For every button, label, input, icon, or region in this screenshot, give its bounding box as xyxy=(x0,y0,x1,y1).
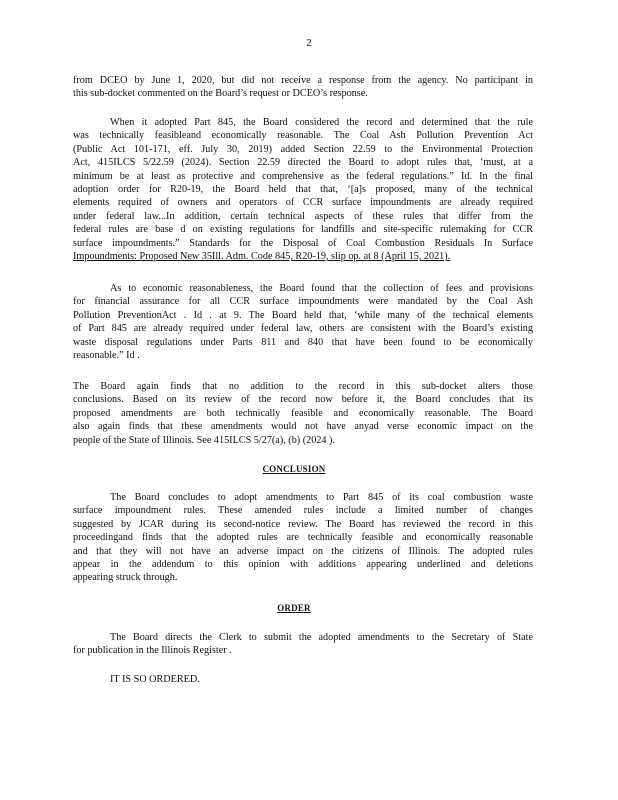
text-line: for publication in the Illinois Register . xyxy=(73,645,232,657)
text-line: Act, 415ILCS 5/22.59 (2024). Section 22.59 directed the Board to adopt rules that, ‘must, at a xyxy=(73,157,533,169)
heading-order-text: ORDER xyxy=(277,603,311,613)
text-line: appearing struck through. xyxy=(73,572,178,584)
text-line: appear in the addendum to this opinion with additions appearing underlined and deletions xyxy=(73,559,533,571)
text-line: The Board concludes to adopt amendments to Part 845 of its coal combustion waste xyxy=(110,492,533,503)
text-line: The Board directs the Clerk to submit the adopted amendments to the Secretary of State xyxy=(110,632,533,643)
paragraph-technical-feasibility xyxy=(73,116,533,263)
text-line: also again finds that these amendments would not have anyad verse economic impact on the xyxy=(73,421,533,433)
text-line: (Public Act 101-171, eff. July 30, 2019) added Section 22.59 to the Environmental Protection xyxy=(73,143,533,155)
text-line: under federal law...In addition, certain technical aspects of these rules that differ from the xyxy=(73,210,533,222)
text-line: federal rules are base d on existing regulations for landfills and site-specific rulemaking for CCR xyxy=(73,224,533,236)
heading-order xyxy=(0,603,618,613)
text-line: reasonable.” Id . xyxy=(73,350,140,362)
paragraph-conclusion xyxy=(73,491,533,585)
closing-text: IT IS SO ORDERED. xyxy=(110,674,200,685)
paragraph-economic-reasonableness xyxy=(73,282,533,362)
text-line: When it adopted Part 845, the Board considered the record and determined that the rule xyxy=(110,117,533,128)
text-line: waste disposal regulations under Parts 811 and 840 that have been found to be economically xyxy=(73,336,533,348)
text-line: surface impoundments.” Standards for the Disposal of Coal Combustion Residuals In Surface xyxy=(73,237,533,249)
text-line: suggested by JCAR during its second-notice review. The Board has reviewed the record in this xyxy=(73,518,533,530)
text-line: people of the State of Illinois. See 415ILCS 5/27(a), (b) (2024 ). xyxy=(73,434,335,446)
text-line: The Board again finds that no addition to the record in this sub-docket alters those xyxy=(73,381,533,392)
closing-statement xyxy=(73,673,533,686)
text-line: and that they will not have an adverse impact on the citizens of Illinois. The adopted rules xyxy=(73,545,533,557)
paragraph-board-findings xyxy=(73,380,533,447)
text-line: surface impoundment rules. These amended rules include a limited number of changes xyxy=(73,505,533,517)
text-line: for financial assurance for all CCR surface impoundments were mandated by the Coal Ash xyxy=(73,296,533,308)
text-line: As to economic reasonableness, the Board found that the collection of fees and provisions xyxy=(110,283,533,294)
text-line: proposed amendments are both technically feasible and economically reasonable. The Board xyxy=(73,407,533,419)
paragraph-dceo-response xyxy=(73,74,533,101)
heading-conclusion xyxy=(0,464,618,474)
text-line: Pollution PreventionAct . Id . at 9. The Board held that, ‘while many of the technical elements xyxy=(73,309,533,321)
text-line: minimum be at least as protective and comprehensive as the federal regulations.” Id. In the final xyxy=(73,170,533,182)
page-number: 2 xyxy=(306,37,312,49)
text-line: elements required of owners and operators of CCR surface impoundments are already required xyxy=(73,197,533,209)
paragraph-order xyxy=(73,631,533,658)
text-line: was technically feasibleand economically reasonable. The Coal Ash Pollution Prevention Act xyxy=(73,130,533,142)
text-line: of Part 845 are already required under federal law, others are consistent with the Board’s existing xyxy=(73,323,533,335)
text-line: conclusions. Based on its review of the record now before it, the Board concludes that its xyxy=(73,394,533,406)
text-line: adoption order for R20-19, the Board held that that, ‘[a]s proposed, many of the technical xyxy=(73,184,533,196)
text-line: from DCEO by June 1, 2020, but did not receive a response from the agency. No participant in xyxy=(73,75,533,86)
text-line: Impoundments: Proposed New 35Ill. Adm. Code 845, R20-19, slip op. at 8 (April 15, 2021). xyxy=(73,251,451,263)
text-line: proceedingand finds that the adopted rules are technically feasible and economically reasonable xyxy=(73,532,533,544)
text-line: this sub-docket commented on the Board’s request or DCEO’s response. xyxy=(73,88,368,100)
heading-conclusion-text: CONCLUSION xyxy=(262,464,326,474)
